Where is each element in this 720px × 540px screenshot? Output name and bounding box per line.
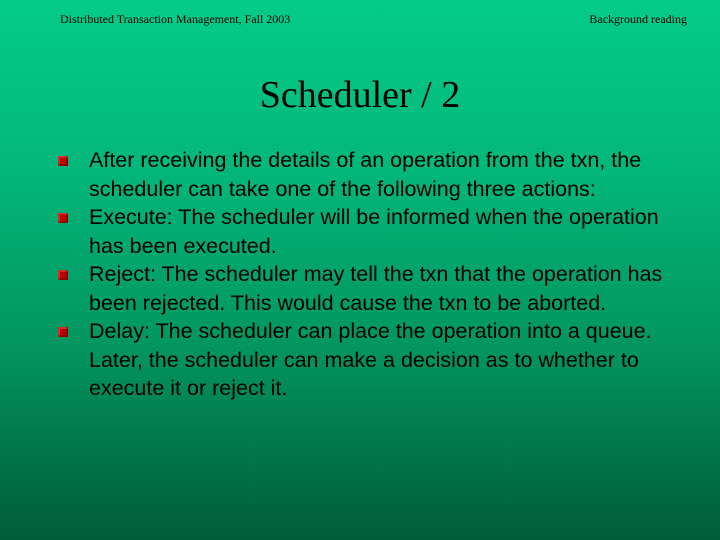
bullet-text: Execute: The scheduler will be informed when the operation has been executed. bbox=[89, 205, 659, 258]
bullet-text: Reject: The scheduler may tell the txn that the operation has been rejected. This would cause the txn to be aborted. bbox=[89, 262, 663, 315]
header-course-title: Distributed Transaction Management, Fall 2003 bbox=[60, 12, 291, 26]
bullet-item bbox=[56, 317, 686, 403]
bullet-item bbox=[56, 146, 686, 203]
bullet-item bbox=[56, 203, 686, 260]
square-bullet-icon bbox=[58, 156, 68, 166]
bullet-text: After receiving the details of an operation from the txn, the scheduler can take one of the following three actions: bbox=[89, 148, 642, 201]
square-bullet-icon bbox=[58, 270, 68, 280]
slide-title: Scheduler / 2 bbox=[259, 74, 461, 116]
bullet-item bbox=[56, 260, 686, 317]
square-bullet-icon bbox=[58, 213, 68, 223]
square-bullet-icon bbox=[58, 327, 68, 337]
bullet-text: Delay: The scheduler can place the operation into a queue. Later, the scheduler can make a decision as to whether to execute it or reject it. bbox=[89, 319, 652, 400]
header-section-label: Background reading bbox=[589, 12, 687, 26]
bullet-list bbox=[56, 146, 686, 403]
